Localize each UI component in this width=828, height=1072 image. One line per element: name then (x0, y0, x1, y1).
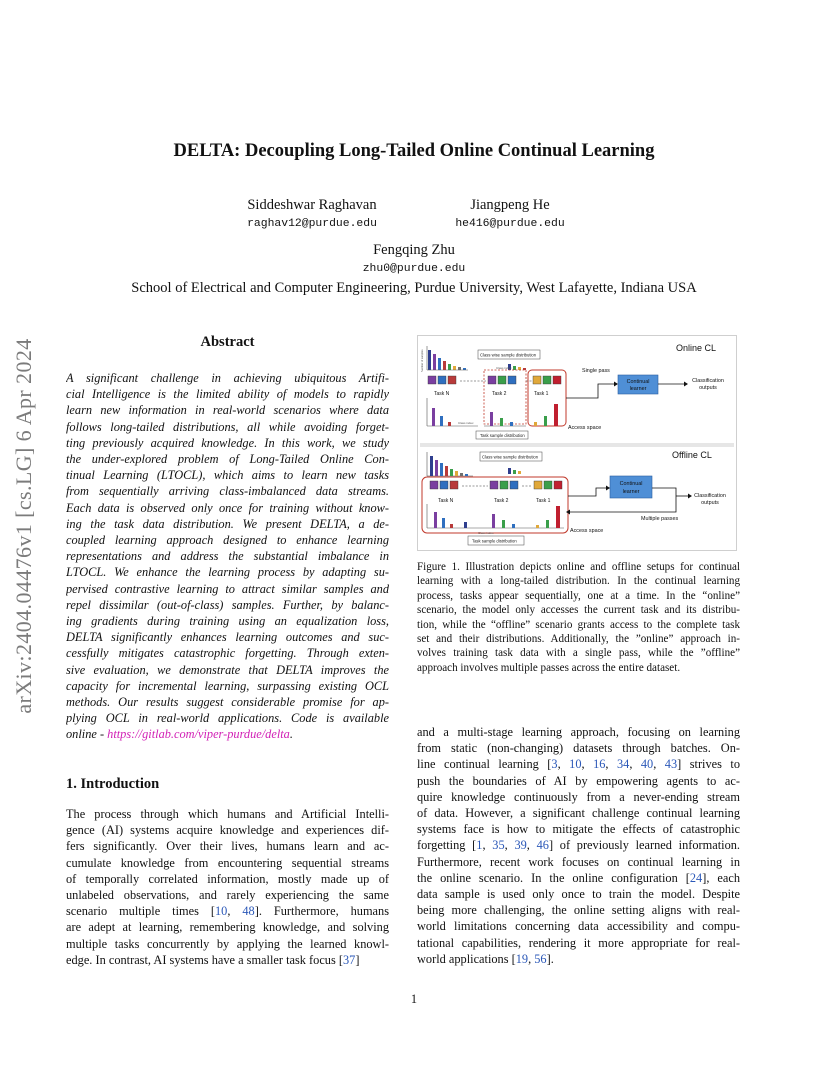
caption-line: set and their distributions. Additionally, the ”online” approach in- (417, 633, 740, 646)
svg-text:Class index: Class index (458, 421, 474, 425)
multiple-passes-label: Multiple passes (641, 516, 679, 522)
code-link[interactable]: https://gitlab.com/viper-purdue/delta (107, 727, 290, 742)
offline-class-histogram (427, 452, 473, 476)
author-email[interactable]: raghav12@purdue.edu (247, 218, 377, 230)
svg-text:Task 2: Task 2 (492, 391, 507, 397)
svg-text:Class index: Class index (478, 531, 494, 535)
online-task-n (428, 376, 456, 397)
citation-link[interactable]: 34 (616, 757, 630, 772)
svg-text:outputs: outputs (699, 385, 717, 391)
intro-line: unlabeled observations, and rarely experiencing the same (66, 888, 389, 903)
intro-line: multiple tasks concurrently by applying the learned knowl- (66, 936, 389, 951)
abstract-line: ing gradients during training using an equalization loss, (66, 614, 389, 629)
online-task-2 (488, 376, 516, 397)
abstract-line: methods. Our results suggest considerable promise for ap- (66, 695, 389, 710)
task-sample-label: Task sample distribution (480, 433, 525, 438)
offline-task-2 (490, 481, 518, 504)
author-email[interactable]: zhu0@purdue.edu (362, 263, 466, 275)
abstract-line: cessfully mitigates catastrophic forgetting. Through exten- (66, 646, 389, 661)
online-cl-label: Online CL (676, 343, 717, 353)
right-column-line: from static (non-changing) datasets through batches. On- (417, 741, 740, 756)
svg-text:Access space: Access space (570, 528, 604, 534)
citation-link[interactable]: 16 (593, 757, 606, 772)
offline-task-1 (534, 481, 562, 504)
abstract-line: pervised contrastive learning to attract similar samples and (66, 581, 389, 596)
class-wise-label: Class wise sample distribution (480, 352, 537, 358)
citation-link[interactable]: 35 (492, 838, 505, 853)
abstract-body (66, 370, 389, 743)
citation-link[interactable]: 1 (476, 838, 483, 853)
affiliation: School of Electrical and Computer Engineering, Purdue University, West Lafayette, Indiana USA (131, 280, 697, 296)
caption-line: approach involves multiple passes across the entire dataset. (417, 661, 681, 674)
svg-text:Task N: Task N (438, 498, 454, 504)
right-column-line: world applications [19, 56]. (417, 951, 554, 966)
figure-1-diagram (418, 336, 736, 550)
intro-line: are adept at learning, remembering knowledge, and solving (66, 920, 389, 935)
right-column-line: tational capabilities, rendering it more appropriate for real- (417, 935, 740, 950)
citation-link[interactable]: 39 (514, 838, 527, 853)
abstract-line: sive evaluation, we demonstrate that DELTA improves the (66, 662, 389, 677)
figure-1 (417, 335, 737, 551)
author-name: Jiangpeng He (470, 197, 550, 213)
svg-text:Class wise sample distribution: Class wise sample distribution (482, 454, 539, 460)
abstract-line: ing the task data distribution. We present DELTA, a de- (66, 516, 389, 531)
y-axis-label: Number of samples (421, 349, 424, 372)
online-task-1 (533, 376, 561, 397)
abstract-heading: Abstract (200, 334, 255, 350)
right-column-line: and a multi-stage learning approach, focusing on learning (417, 725, 740, 739)
section-heading-introduction: 1. Introduction (66, 776, 160, 792)
citation-link[interactable]: 46 (536, 838, 549, 853)
intro-line: The process through which humans and Artificial Intelli- (66, 807, 389, 821)
intro-line: gence (AI) systems acquire knowledge and experiences dif- (66, 823, 389, 838)
svg-text:learner: learner (629, 386, 647, 392)
caption-line: scenario, the model only accesses the current task and its distribu- (417, 604, 740, 617)
intro-line: edge. In contrast, AI systems have a smaller task focus [37] (66, 952, 360, 967)
citation-link[interactable]: 24 (689, 870, 703, 885)
right-column-line: push the boundaries of AI by empowering agents to ac- (417, 773, 740, 788)
svg-text:Task N: Task N (434, 391, 450, 397)
abstract-line: the under-explored problem of Long-Tailed Online Con- (66, 452, 389, 467)
abstract-line: A significant challenge in achieving ubiquitous Artifi- (66, 371, 389, 385)
right-column-line: data sample is used only once to train the model. Despite (417, 887, 740, 902)
svg-text:Classification: Classification (694, 493, 726, 499)
offline-task-histograms (427, 504, 564, 528)
svg-text:Task sample distribution: Task sample distribution (472, 538, 517, 544)
arxiv-stamp: arXiv:2404.04476v1 [cs.LG] 6 Apr 2024 (11, 338, 36, 714)
single-pass-label: Single pass (582, 368, 610, 374)
svg-text:Continual: Continual (619, 481, 643, 487)
intro-line: of temporally correlated information, mostly made up of (66, 871, 389, 886)
page-number: 1 (410, 992, 418, 1006)
offline-cl-label: Offline CL (672, 450, 712, 460)
paper-title: DELTA: Decoupling Long-Tailed Online Continual Learning (173, 141, 655, 161)
svg-text:learner: learner (622, 489, 640, 495)
online-class-histogram (420, 346, 468, 372)
caption-line: tion, while the “offline” scenario grants access to the complete task (417, 618, 740, 631)
right-column-line: systems face is how to mitigate the effects of catastrophic (417, 822, 740, 837)
right-column-line: line continual learning [3, 10, 16, 34, 40, 43] strives to (417, 757, 740, 772)
right-column-line: Furthermore, recent work focuses on continual learning in (417, 854, 740, 869)
abstract-line: representations and address the substantial imbalance in (66, 549, 389, 564)
author-email[interactable]: he416@purdue.edu (455, 218, 565, 230)
intro-line: cumulate knowledge from encountering sequential streams (66, 855, 389, 870)
abstract-line: ting previously acquired knowledge. In this work, we study (66, 435, 389, 450)
svg-text:Task 1: Task 1 (534, 391, 549, 397)
intro-line: scenario multiple times [10, 48]. Furthermore, humans (66, 904, 389, 919)
abstract-line: cial Intelligence is the limited ability of models to rapidly (66, 387, 389, 402)
class-index-label: Class index (496, 366, 512, 370)
caption-line: volves training task data with a single pass, while the ”offline” (417, 647, 740, 660)
svg-text:Task 1: Task 1 (536, 498, 551, 504)
right-column-line: of data. However, a significant challenge continual learning (417, 806, 740, 821)
abstract-last-line: online - https://gitlab.com/viper-purdue/delta. (66, 727, 293, 742)
abstract-line: tinual Learning (LTOCL), which aims to learn new tasks (66, 468, 389, 483)
abstract-line: follows long-tailed distributions, all while avoiding forget- (66, 419, 389, 434)
svg-text:outputs: outputs (701, 500, 719, 506)
right-column-line: being more challenging, the online setting aligns with real- (417, 903, 740, 918)
abstract-line: capacity for incremental learning, surpassing existing OCL (66, 678, 389, 693)
caption-line: process, tasks appear sequentially, one at a time. In the “online” (417, 589, 740, 602)
caption-line: learning with a long-tailed distribution. In the continual learning (417, 575, 740, 588)
access-space-label: Access space (568, 425, 602, 431)
online-task-histograms (427, 398, 558, 426)
abstract-line: plying OCL in real-world applications. Code is available (66, 711, 389, 726)
svg-text:Continual: Continual (626, 379, 650, 385)
figure-caption (417, 560, 740, 675)
svg-text:Task 2: Task 2 (494, 498, 509, 504)
right-column-line: the online scenario. In the online configuration [24], each (417, 870, 740, 885)
author-name: Fengqing Zhu (373, 242, 455, 258)
abstract-line: repel dissimilar (out-of-class) samples. Further, by balanc- (66, 597, 389, 612)
citation-link[interactable]: 10 (214, 904, 228, 919)
offline-panel (422, 450, 726, 545)
citation-link[interactable]: 3 (551, 757, 558, 772)
citation-link[interactable]: 43 (664, 757, 678, 772)
abstract-line: LTOCL. We enhance the learning process by adapting su- (66, 565, 389, 580)
author-name: Siddeshwar Raghavan (247, 197, 377, 213)
citation-link[interactable]: 10 (569, 757, 582, 772)
offline-task-n (430, 481, 458, 504)
right-column-line: forgetting [1, 35, 39, 46] of previously learned information. (417, 838, 740, 853)
svg-text:Classification: Classification (692, 378, 724, 384)
right-column-line: world limitations concerning data accessibility and compu- (417, 919, 740, 934)
intro-line: fers significantly. Over their lives, humans learn and ac- (66, 839, 389, 854)
caption-line: Figure 1. Illustration depicts online and offline setups for continual (417, 561, 740, 573)
intro-body (66, 806, 389, 968)
citation-link[interactable]: 37 (342, 952, 356, 967)
citation-link[interactable]: 19 (515, 951, 529, 966)
right-column-line: quire knowledge continuously from a never-ending stream (417, 789, 740, 804)
citation-link[interactable]: 40 (640, 757, 654, 772)
abstract-line: learn new information in real-world scenarios where data (66, 403, 389, 418)
online-panel (420, 342, 724, 439)
abstract-line: coupled learning approach designed to enhance learning (66, 533, 389, 548)
citation-link[interactable]: 48 (242, 904, 255, 919)
abstract-line: from sequentially arriving class-imbalanced data streams. (66, 484, 389, 499)
abstract-line: Each data is observed only once for training without know- (66, 500, 389, 515)
citation-link[interactable]: 56 (534, 951, 547, 966)
abstract-line: DELTA significantly enhances learning outcomes and suc- (66, 630, 389, 645)
right-column-body (417, 724, 740, 967)
